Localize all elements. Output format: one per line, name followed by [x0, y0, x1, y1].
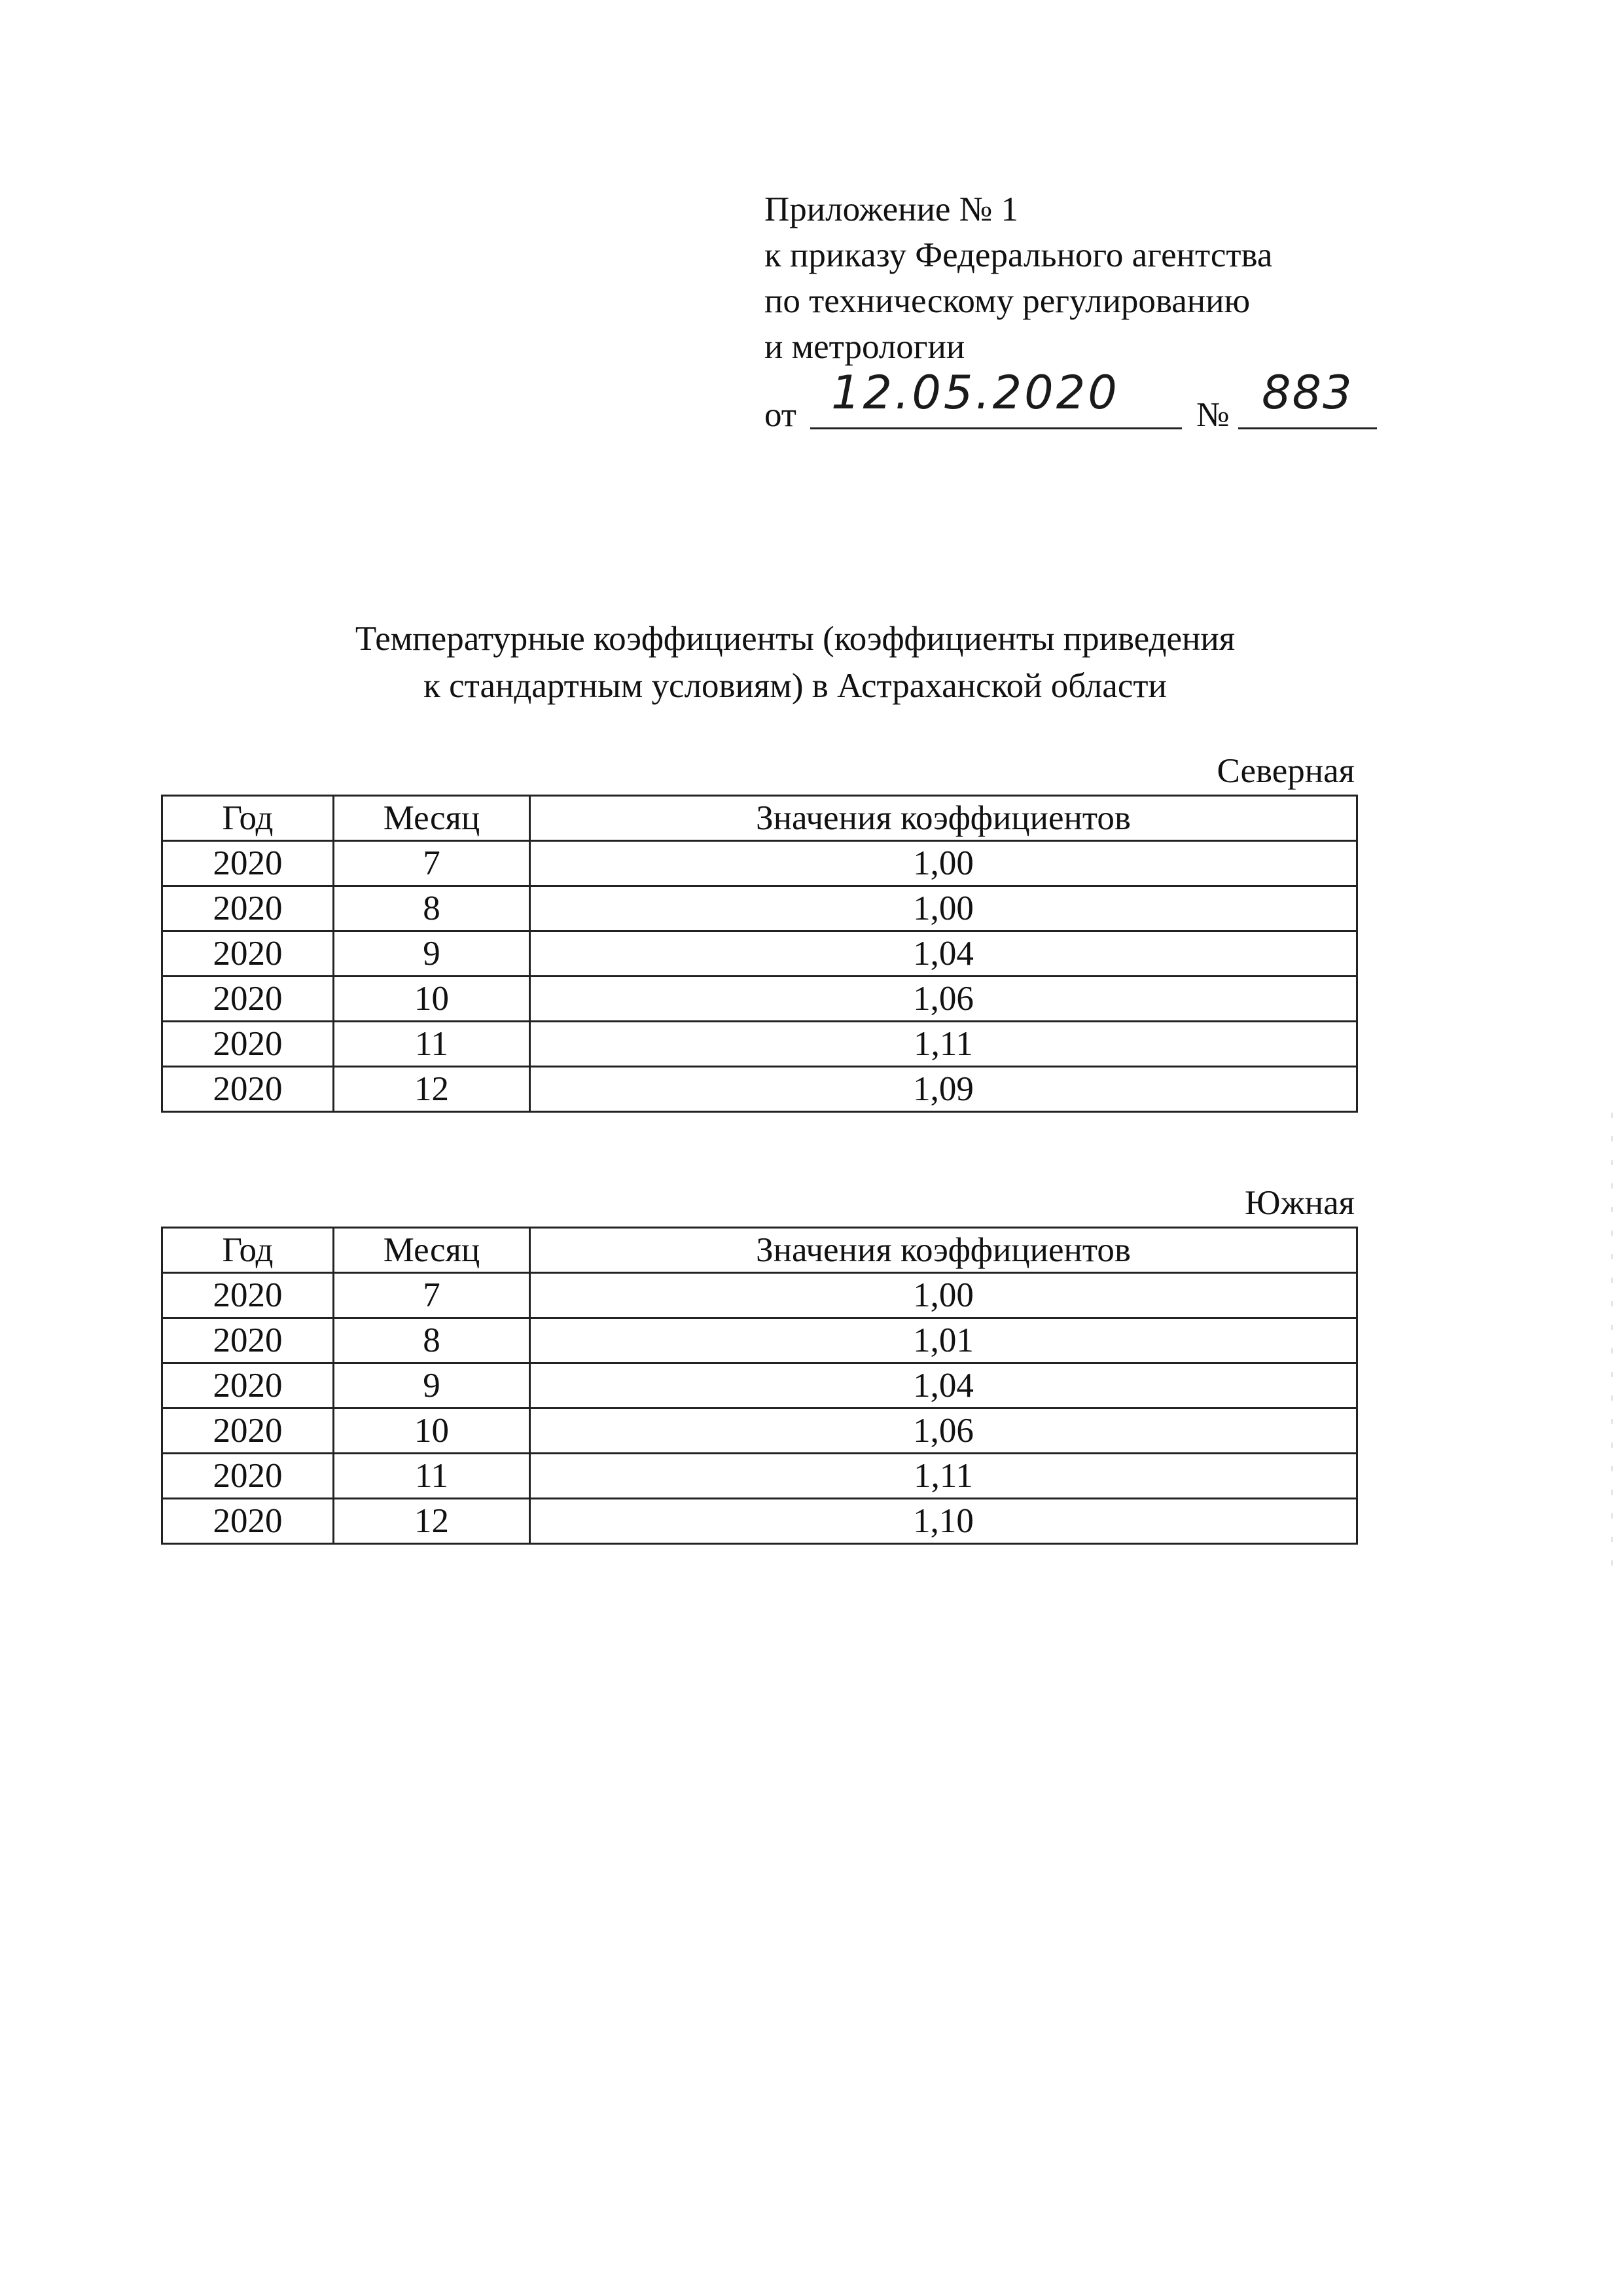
value-cell: 1,04	[530, 931, 1357, 977]
value-cell: 1,06	[530, 977, 1357, 1022]
zone-south-section	[161, 1183, 1356, 1545]
value-cell: 1,10	[530, 1499, 1357, 1544]
table-row	[162, 841, 1357, 886]
month-cell: 11	[334, 1022, 530, 1067]
month-header: Месяц	[334, 796, 530, 841]
year-header: Год	[162, 796, 334, 841]
year-header: Год	[162, 1228, 334, 1273]
table-row	[162, 931, 1357, 977]
scan-margin-marks	[1611, 1113, 1613, 1584]
table-row	[162, 1363, 1357, 1408]
table-row	[162, 1454, 1357, 1499]
year-cell: 2020	[162, 1363, 334, 1408]
value-cell: 1,00	[530, 841, 1357, 886]
appendix-line: к приказу Федерального агентства	[764, 236, 1273, 274]
zone-label: Северная	[1217, 752, 1355, 790]
number-label: №	[1196, 396, 1230, 434]
number-field	[1238, 366, 1377, 429]
month-cell: 8	[334, 886, 530, 931]
appendix-block	[764, 187, 1393, 433]
date-label: от	[764, 396, 796, 434]
month-cell: 10	[334, 977, 530, 1022]
year-cell: 2020	[162, 841, 334, 886]
year-cell: 2020	[162, 1454, 334, 1499]
table-row	[162, 1067, 1357, 1112]
month-cell: 7	[334, 1273, 530, 1318]
table-header-row	[162, 1228, 1357, 1273]
date-field	[810, 366, 1182, 429]
table-row	[162, 1499, 1357, 1544]
month-cell: 9	[334, 1363, 530, 1408]
month-cell: 10	[334, 1408, 530, 1454]
month-cell: 12	[334, 1499, 530, 1544]
table-row	[162, 1022, 1357, 1067]
value-cell: 1,04	[530, 1363, 1357, 1408]
year-cell: 2020	[162, 1022, 334, 1067]
table-row	[162, 1318, 1357, 1363]
appendix-line: и метрологии	[764, 328, 965, 366]
month-cell: 11	[334, 1454, 530, 1499]
year-cell: 2020	[162, 1408, 334, 1454]
document-title	[157, 615, 1433, 709]
value-cell: 1,00	[530, 1273, 1357, 1318]
value-cell: 1,09	[530, 1067, 1357, 1112]
value-cell: 1,01	[530, 1318, 1357, 1363]
table-row	[162, 977, 1357, 1022]
coefficient-table-south	[161, 1227, 1358, 1545]
appendix-line: по техническому регулированию	[764, 282, 1251, 320]
zone-label: Южная	[1244, 1184, 1355, 1222]
year-cell: 2020	[162, 1499, 334, 1544]
table-header-row	[162, 796, 1357, 841]
value-header: Значения коэффициентов	[530, 796, 1357, 841]
month-cell: 12	[334, 1067, 530, 1112]
month-header: Месяц	[334, 1228, 530, 1273]
year-cell: 2020	[162, 1067, 334, 1112]
year-cell: 2020	[162, 931, 334, 977]
coefficient-table-north	[161, 795, 1358, 1113]
month-cell: 7	[334, 841, 530, 886]
value-cell: 1,11	[530, 1022, 1357, 1067]
value-cell: 1,06	[530, 1408, 1357, 1454]
year-cell: 2020	[162, 1318, 334, 1363]
title-line: к стандартным условиям) в Астраханской области	[423, 667, 1167, 705]
table-row	[162, 1273, 1357, 1318]
handwritten-date: 12.05.2020	[831, 366, 1120, 420]
table-row	[162, 886, 1357, 931]
handwritten-number: 883	[1262, 366, 1353, 420]
table-row	[162, 1408, 1357, 1454]
year-cell: 2020	[162, 1273, 334, 1318]
month-cell: 9	[334, 931, 530, 977]
value-cell: 1,00	[530, 886, 1357, 931]
month-cell: 8	[334, 1318, 530, 1363]
order-date-number-row	[764, 366, 1393, 434]
appendix-line: Приложение № 1	[764, 190, 1019, 228]
year-cell: 2020	[162, 886, 334, 931]
value-cell: 1,11	[530, 1454, 1357, 1499]
value-header: Значения коэффициентов	[530, 1228, 1357, 1273]
year-cell: 2020	[162, 977, 334, 1022]
zone-north-section	[161, 751, 1356, 1113]
title-line: Температурные коэффициенты (коэффициенты приведения	[355, 620, 1236, 658]
